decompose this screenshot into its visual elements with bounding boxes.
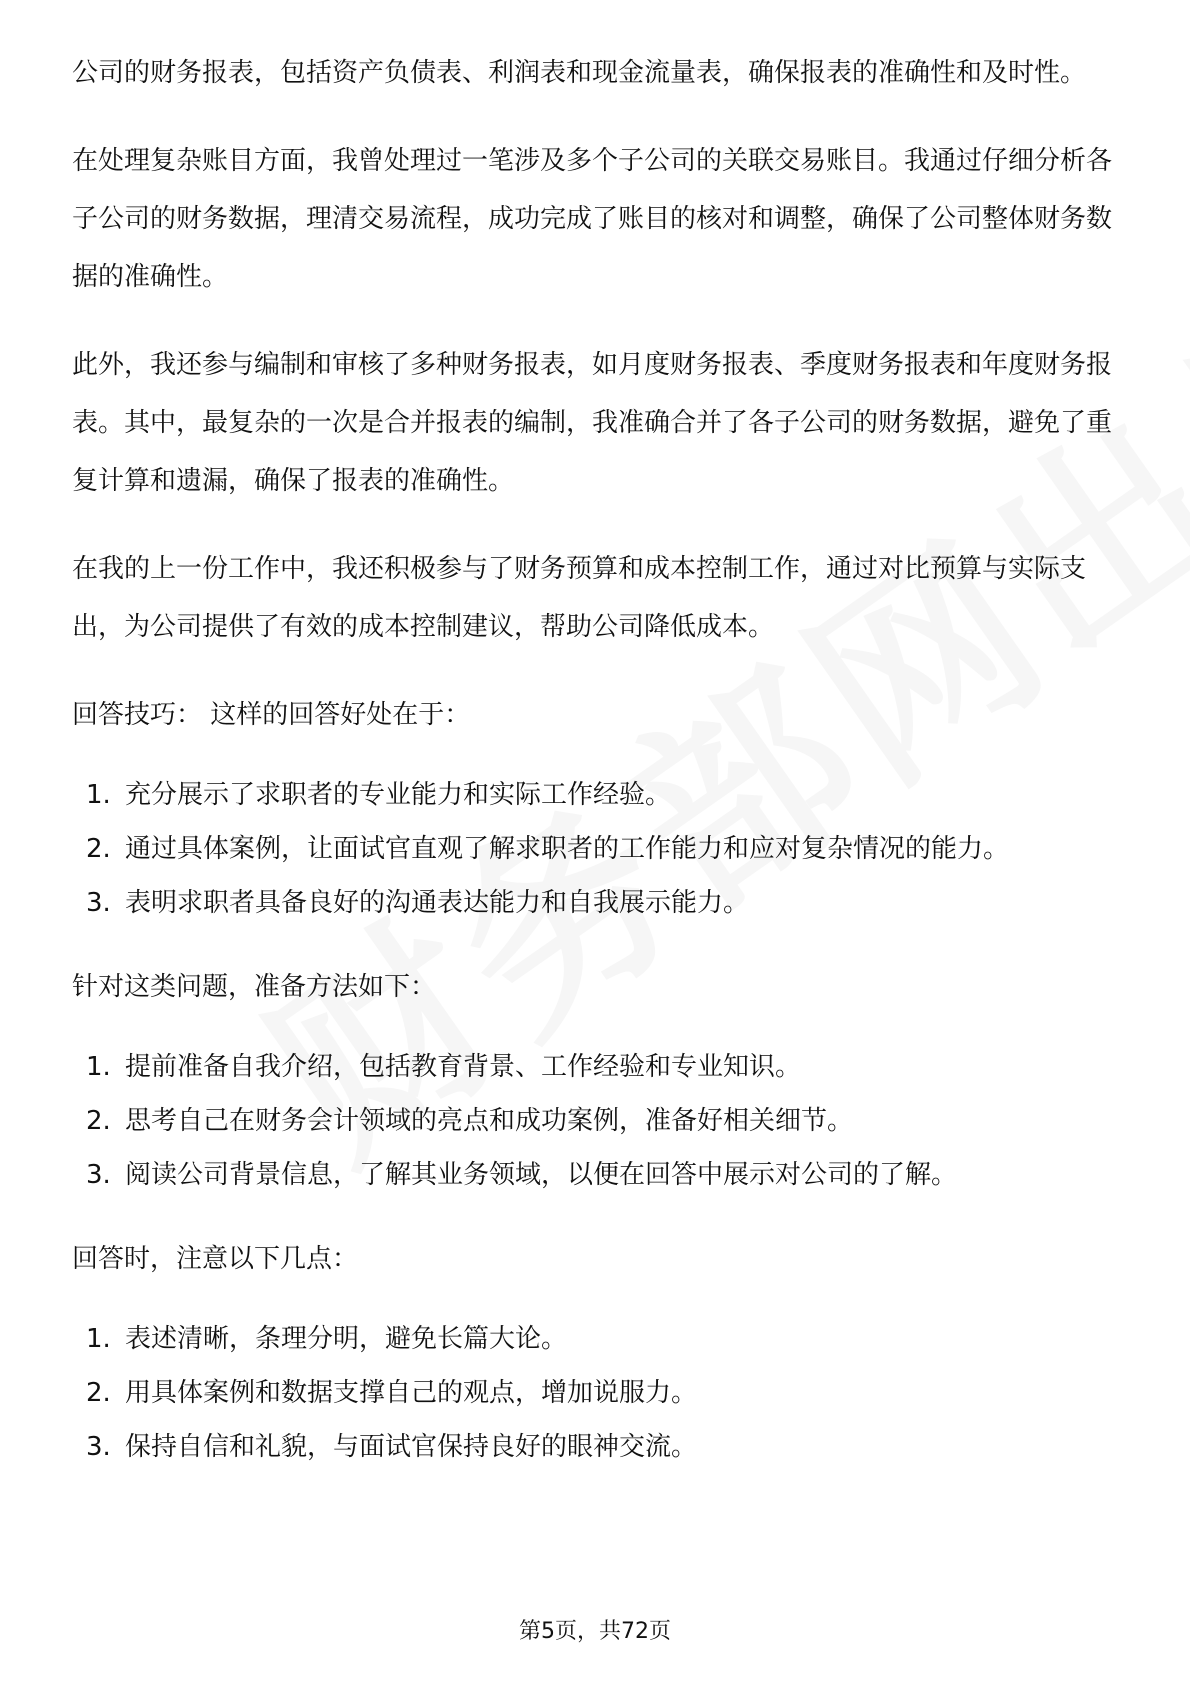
list-number: 2. bbox=[86, 1378, 111, 1408]
list-item bbox=[72, 1312, 1122, 1366]
list-item bbox=[72, 768, 1122, 822]
list-item bbox=[72, 1148, 1122, 1202]
list-number: 3. bbox=[86, 888, 111, 918]
list-item-text: 用具体案例和数据支撑自己的观点，增加说服力。 bbox=[125, 1378, 698, 1408]
paragraph: 此外，我还参与编制和审核了多种财务报表，如月度财务报表、季度财务报表和年度财务报表。其中，最复杂的一次是合并报表的编制，我准确合并了各子公司的财务数据，避免了重复计算和遗漏，确保了报表的准确性。 bbox=[72, 350, 1113, 496]
page-content bbox=[72, 44, 1122, 1502]
list-item bbox=[72, 1094, 1122, 1148]
prep-list bbox=[72, 1040, 1122, 1202]
list-item bbox=[72, 822, 1122, 876]
list-number: 1. bbox=[86, 1324, 111, 1354]
paragraph: 在我的上一份工作中，我还积极参与了财务预算和成本控制工作，通过对比预算与实际支出，为公司提供了有效的成本控制建议，帮助公司降低成本。 bbox=[72, 554, 1087, 642]
list-item-text: 充分展示了求职者的专业能力和实际工作经验。 bbox=[125, 780, 672, 810]
list-number: 2. bbox=[86, 834, 111, 864]
list-number: 3. bbox=[86, 1432, 111, 1462]
list-item bbox=[72, 1420, 1122, 1474]
list-item bbox=[72, 1040, 1122, 1094]
prep-heading: 针对这类问题，准备方法如下： bbox=[72, 972, 437, 1002]
list-item-text: 提前准备自我介绍，包括教育背景、工作经验和专业知识。 bbox=[125, 1052, 802, 1082]
list-item-text: 阅读公司背景信息，了解其业务领域，以便在回答中展示对公司的了解。 bbox=[125, 1160, 958, 1190]
list-item-text: 思考自己在财务会计领域的亮点和成功案例，准备好相关细节。 bbox=[125, 1106, 854, 1136]
list-item-text: 保持自信和礼貌，与面试官保持良好的眼神交流。 bbox=[125, 1432, 698, 1462]
tips-list bbox=[72, 768, 1122, 930]
notes-list bbox=[72, 1312, 1122, 1474]
list-item-text: 通过具体案例，让面试官直观了解求职者的工作能力和应对复杂情况的能力。 bbox=[125, 834, 1010, 864]
paragraph: 在处理复杂账目方面，我曾处理过一笔涉及多个子公司的关联交易账目。我通过仔细分析各子公司的财务数据，理清交易流程，成功完成了账目的核对和调整，确保了公司整体财务数据的准确性。 bbox=[72, 146, 1113, 292]
list-item bbox=[72, 876, 1122, 930]
list-item bbox=[72, 1366, 1122, 1420]
notes-heading: 回答时，注意以下几点： bbox=[72, 1244, 359, 1274]
tips-heading: 回答技巧： 这样的回答好处在于： bbox=[72, 700, 471, 730]
list-item-text: 表明求职者具备良好的沟通表达能力和自我展示能力。 bbox=[125, 888, 750, 918]
page-number-footer: 第5页，共72页 bbox=[519, 1619, 671, 1644]
list-item-text: 表述清晰，条理分明，避免长篇大论。 bbox=[125, 1324, 568, 1354]
paragraph: 公司的财务报表，包括资产负债表、利润表和现金流量表，确保报表的准确性和及时性。 bbox=[72, 58, 1087, 88]
list-number: 1. bbox=[86, 780, 111, 810]
list-number: 3. bbox=[86, 1160, 111, 1190]
list-number: 2. bbox=[86, 1106, 111, 1136]
list-number: 1. bbox=[86, 1052, 111, 1082]
